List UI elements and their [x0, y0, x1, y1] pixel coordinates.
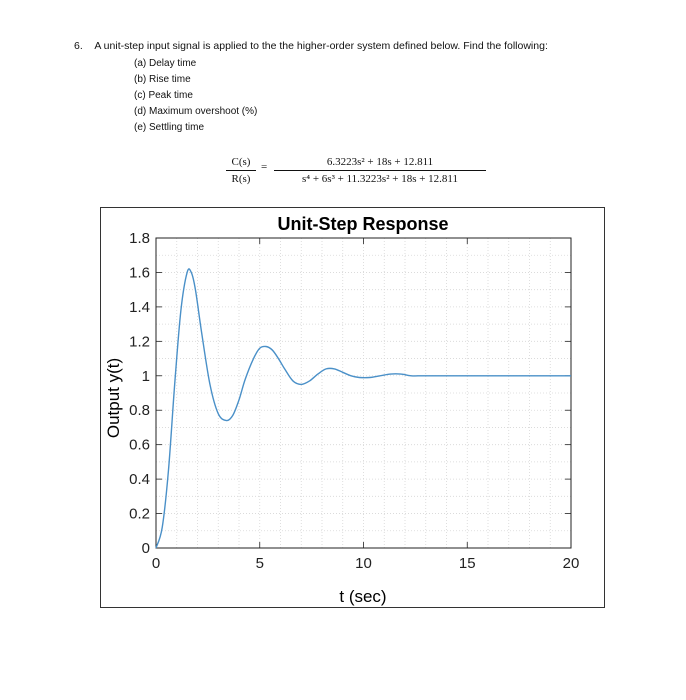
x-tick-label: 0: [151, 555, 161, 572]
chart-frame: [100, 207, 605, 608]
y-tick-label: 1.8: [129, 230, 150, 247]
question-parts-list: [134, 56, 257, 136]
x-tick-label: 20: [562, 555, 580, 572]
axis-ticks: [129, 230, 579, 572]
y-tick-label: 0: [141, 540, 150, 557]
question-part: (c) Peak time: [134, 90, 193, 101]
question-line: [74, 40, 548, 52]
y-tick-label: 0.6: [129, 436, 150, 454]
question-part: (e) Settling time: [134, 122, 205, 133]
question-part: (b) Rise time: [134, 74, 191, 85]
y-tick-label: 0.4: [129, 471, 150, 489]
y-tick-label: 1: [141, 367, 150, 385]
y-tick-label: 0.2: [129, 505, 150, 523]
chart-title: Unit-Step Response: [277, 214, 449, 234]
question-text: A unit-step input signal is applied to the the higher-order system defined below. Find the following:: [94, 40, 548, 52]
x-tick-label: 5: [255, 555, 264, 572]
x-tick-label: 15: [458, 555, 476, 572]
rhs-numerator: 6.3223s² + 18s + 12.811: [326, 156, 434, 168]
equals-sign: =: [261, 161, 268, 173]
y-tick-label: 1.6: [129, 264, 150, 282]
rhs-fraction: [274, 156, 486, 185]
lhs-fraction: [226, 156, 256, 185]
y-tick-label: 1.2: [129, 333, 150, 351]
lhs-fraction-bar: [226, 170, 256, 171]
unit-step-response-chart: [101, 208, 603, 606]
x-tick-label: 10: [355, 555, 372, 572]
x-axis-label: t (sec): [339, 587, 387, 606]
y-tick-label: 1.4: [129, 298, 150, 316]
rhs-fraction-bar: [274, 170, 486, 171]
grid: [156, 238, 571, 548]
question-number: 6.: [74, 40, 83, 52]
lhs-denominator: R(s): [231, 173, 251, 185]
y-axis-label: Output y(t): [104, 357, 123, 439]
question-part: (a) Delay time: [134, 58, 197, 69]
question-part: (d) Maximum overshoot (%): [134, 106, 258, 117]
y-tick-label: 0.8: [129, 402, 150, 420]
rhs-denominator: s⁴ + 6s³ + 11.3223s² + 18s + 12.811: [301, 173, 459, 185]
lhs-numerator: C(s): [231, 156, 251, 168]
